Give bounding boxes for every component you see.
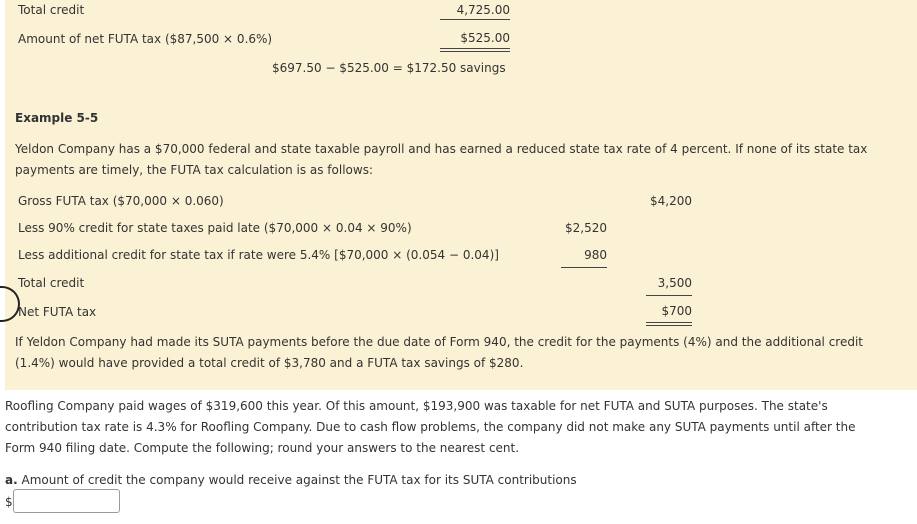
- example-intro: Yeldon Company has a $70,000 federal and state taxable payroll and has earned a reduced state tax rate of 4 percent. If none of its state tax payments are timely, the FUTA tax calculation is as follows:: [15, 142, 868, 177]
- savings-line: $697.50 − $525.00 = $172.50 savings: [272, 61, 506, 75]
- additional-credit-rule: [561, 267, 607, 268]
- net-futa-double-rule: [440, 48, 510, 52]
- net-futa-label: Amount of net FUTA tax ($87,500 × 0.6%): [18, 32, 273, 46]
- total-credit-label: Total credit: [18, 3, 85, 17]
- late-credit-value: $2,520: [565, 221, 607, 235]
- additional-credit-value: 980: [584, 248, 607, 262]
- additional-credit-label: Less additional credit for state tax if rate were 5.4% [$70,000 × (0.054 − 0.04)]: [18, 248, 499, 262]
- example-conclusion: If Yeldon Company had made its SUTA payments before the due date of Form 940, the credit for the payments (4%) and the additional credit (1.4%) would have provided a total credit of $3,780 and a FUTA tax savings of $280.: [15, 335, 864, 370]
- part-a-prompt: [5, 472, 577, 488]
- example-total-credit-label: Total credit: [18, 276, 85, 290]
- problem-text: Roofling Company paid wages of $319,600 this year. Of this amount, $193,900 was taxable for net FUTA and SUTA purposes. The state's contribution tax rate is 4.3% for Roofling Company. Due to cash flow problems, the company did not make any SUTA payments until after the Form 940 filing date. Compute the following; round your answers to the nearest cent.: [5, 399, 856, 455]
- example-heading: Example 5-5: [15, 111, 99, 125]
- net-futa-value: $525.00: [460, 31, 510, 45]
- gross-futa-value: $4,200: [650, 194, 692, 208]
- total-credit-rule: [440, 19, 510, 20]
- part-a-text: Amount of credit the company would receive against the FUTA tax for its SUTA contributions: [21, 473, 577, 487]
- example-total-credit-value: 3,500: [657, 276, 692, 290]
- currency-symbol: $: [5, 495, 13, 509]
- net-futa-tax-double-rule: [646, 322, 692, 326]
- late-credit-label: Less 90% credit for state taxes paid late ($70,000 × 0.04 × 90%): [18, 221, 412, 235]
- part-a-letter: a.: [5, 473, 18, 487]
- total-credit-value: 4,725.00: [456, 3, 510, 17]
- net-futa-tax-label: Net FUTA tax: [18, 305, 97, 319]
- net-futa-tax-value: $700: [661, 304, 692, 318]
- gross-futa-label: Gross FUTA tax ($70,000 × 0.060): [18, 194, 224, 208]
- credit-answer-input[interactable]: [13, 489, 120, 513]
- example-total-credit-rule: [646, 295, 692, 296]
